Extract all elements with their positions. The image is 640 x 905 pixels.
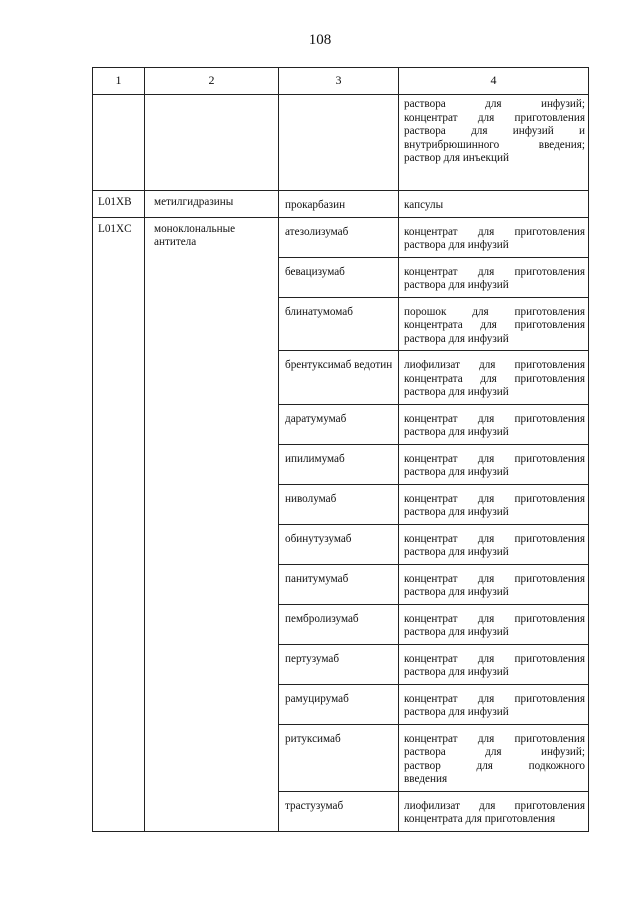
form-line	[404, 139, 585, 153]
drug-name-cell: рамуцирумаб	[279, 684, 399, 724]
atc-code-cell: L01XC	[93, 217, 145, 831]
form-line	[404, 112, 585, 126]
form-word: раствора	[404, 746, 446, 758]
form-line	[404, 493, 585, 507]
form-word: для	[476, 759, 493, 772]
drug-cell	[279, 95, 399, 191]
form-word: для	[477, 572, 495, 585]
form-word: приготовления	[514, 225, 585, 238]
form-line: введения	[404, 773, 448, 785]
form-line: капсулы	[404, 199, 444, 211]
form-word: концентрат	[404, 412, 458, 425]
form-line: раствор для инъекций	[404, 152, 509, 164]
form-line	[404, 453, 585, 467]
form-word: для	[485, 746, 502, 758]
form-word: для	[477, 732, 495, 745]
form-line	[404, 359, 585, 373]
atc-code-cell: L01XB	[93, 191, 145, 218]
drug-name-cell: прокарбазин	[279, 191, 399, 218]
form-word: приготовления	[514, 319, 585, 331]
dosage-form-cell	[399, 95, 589, 191]
form-line: раствора для инфузий	[404, 239, 509, 251]
form-line	[404, 125, 585, 139]
form-word: приготовления	[514, 265, 585, 278]
form-word: для	[477, 652, 495, 665]
group-name-cell: метилгидразины	[145, 191, 279, 218]
dosage-form-cell	[399, 191, 589, 218]
dosage-form-cell	[399, 217, 589, 257]
form-word: приготовления	[514, 692, 585, 705]
form-word: концентрат	[404, 111, 458, 124]
drug-name-cell: даратумумаб	[279, 404, 399, 444]
dosage-form-cell	[399, 724, 589, 791]
form-line	[404, 613, 585, 627]
form-word: концентрат	[404, 225, 458, 238]
page-number: 108	[308, 32, 332, 48]
form-word: для	[477, 452, 495, 465]
code-cell	[93, 95, 145, 191]
form-word: для	[471, 125, 488, 137]
form-word: лиофилизат	[404, 359, 460, 371]
form-line	[404, 413, 585, 427]
form-line	[404, 266, 585, 280]
dosage-form-cell	[399, 604, 589, 644]
form-word: инфузий	[512, 125, 554, 137]
form-word: и	[578, 125, 585, 137]
dosage-form-cell	[399, 791, 589, 831]
table-row	[93, 217, 589, 257]
form-line: раствора для инфузий	[404, 332, 509, 345]
form-word: для	[477, 532, 495, 545]
form-line	[404, 800, 585, 814]
form-word: введения;	[538, 138, 585, 151]
dosage-form-cell	[399, 564, 589, 604]
form-word: порошок	[404, 305, 447, 318]
form-word: приготовления	[514, 799, 585, 812]
form-word: для	[479, 359, 496, 371]
dosage-form-cell	[399, 684, 589, 724]
form-word: для	[477, 265, 495, 278]
form-word: для	[477, 692, 495, 705]
form-word: концентрат	[404, 572, 458, 585]
form-word: приготовления	[514, 452, 585, 465]
form-word: концентрат	[404, 452, 458, 465]
drug-name-cell: ниволумаб	[279, 484, 399, 524]
form-word: для	[477, 612, 495, 625]
form-line	[404, 573, 585, 587]
form-word: приготовления	[514, 111, 585, 124]
form-word: приготовления	[514, 412, 585, 425]
drug-name-cell: панитумумаб	[279, 564, 399, 604]
group-cell	[145, 95, 279, 191]
form-word: подкожного	[528, 759, 585, 772]
form-word: инфузий;	[540, 746, 585, 758]
dosage-form-cell	[399, 297, 589, 351]
table-header-row	[93, 68, 589, 95]
dosage-form-cell	[399, 404, 589, 444]
form-word: раствора	[404, 125, 446, 137]
column-header-1: 1	[93, 68, 145, 95]
dosage-form-cell	[399, 351, 589, 405]
form-word: концентрат	[404, 652, 458, 665]
form-word: приготовления	[514, 359, 585, 371]
form-line: концентрата для приготовления	[404, 813, 556, 825]
form-word: для	[477, 225, 495, 238]
form-word: для	[479, 799, 496, 812]
form-word: приготовления	[514, 652, 585, 665]
drug-name-cell: пембролизумаб	[279, 604, 399, 644]
form-word: для	[477, 492, 495, 505]
form-word: приготовления	[514, 532, 585, 545]
form-line: раствора для инфузий	[404, 426, 509, 438]
form-word: лиофилизат	[404, 799, 460, 812]
form-line: раствора для инфузий	[404, 626, 509, 638]
form-line: раствора для инфузий	[404, 586, 509, 598]
drug-name-cell: ритуксимаб	[279, 724, 399, 791]
form-word: для	[472, 305, 489, 318]
drug-name-cell: трастузумаб	[279, 791, 399, 831]
form-word: концентрата	[404, 319, 463, 331]
form-word: для	[477, 111, 495, 124]
dosage-form-cell	[399, 644, 589, 684]
form-word: приготовления	[514, 732, 585, 745]
form-line: раствора для инфузий	[404, 279, 509, 291]
form-word: раствор	[404, 759, 441, 772]
dosage-form-cell	[399, 484, 589, 524]
form-line	[404, 306, 585, 320]
form-line: раствора для инфузий	[404, 546, 509, 558]
form-word: концентрат	[404, 732, 458, 745]
dosage-form-cell	[399, 257, 589, 297]
form-line	[404, 746, 585, 760]
drug-name-cell: обинутузумаб	[279, 524, 399, 564]
form-line: раствора для инфузий	[404, 506, 509, 518]
form-word: приготовления	[514, 372, 585, 385]
form-word: инфузий;	[540, 98, 585, 110]
form-line	[404, 733, 585, 747]
dosage-form-cell	[399, 444, 589, 484]
drug-name-cell: брентуксимаб ведотин	[279, 351, 399, 405]
form-word: концентрат	[404, 692, 458, 705]
form-word: концентрат	[404, 612, 458, 625]
form-line	[404, 98, 585, 112]
form-word: раствора	[404, 98, 446, 110]
form-word: для	[480, 372, 497, 385]
column-header-2: 2	[145, 68, 279, 95]
form-line: раствора для инфузий	[404, 666, 509, 678]
form-word: приготовления	[514, 305, 585, 318]
form-line: раствора для инфузий	[404, 706, 509, 718]
drug-name-cell: атезолизумаб	[279, 217, 399, 257]
form-word: концентрат	[404, 492, 458, 505]
form-line	[404, 533, 585, 547]
form-line	[404, 319, 585, 333]
form-word: приготовления	[514, 492, 585, 505]
drug-name-cell: ипилимумаб	[279, 444, 399, 484]
group-name-cell: моноклональные антитела	[145, 217, 279, 831]
column-header-4: 4	[399, 68, 589, 95]
form-word: концентрат	[404, 532, 458, 545]
form-word: концентрата	[404, 372, 463, 385]
form-word: приготовления	[514, 572, 585, 585]
drug-name-cell: блинатумомаб	[279, 297, 399, 351]
dosage-form-cell	[399, 524, 589, 564]
form-line	[404, 760, 585, 774]
table-row	[93, 191, 589, 218]
form-line	[404, 373, 585, 387]
drug-name-cell: бевацизумаб	[279, 257, 399, 297]
form-line	[404, 653, 585, 667]
form-word: приготовления	[514, 612, 585, 625]
form-word: для	[477, 412, 495, 425]
column-header-3: 3	[279, 68, 399, 95]
form-line: раствора для инфузий	[404, 386, 509, 398]
form-word: для	[485, 98, 502, 110]
form-word: для	[480, 319, 497, 331]
form-line: раствора для инфузий	[404, 466, 509, 478]
drug-table	[92, 67, 589, 832]
form-word: концентрат	[404, 265, 458, 278]
form-word: внутрибрюшинного	[404, 138, 500, 151]
table-row	[93, 95, 589, 191]
drug-name-cell: пертузумаб	[279, 644, 399, 684]
form-line	[404, 226, 585, 240]
form-line	[404, 693, 585, 707]
